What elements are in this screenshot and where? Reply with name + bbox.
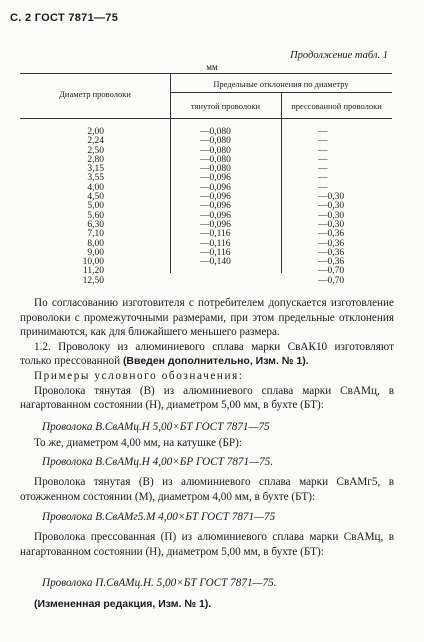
diameter-column [74,128,104,286]
tensioned-deviation-cell: —0,096 [200,219,231,230]
tensioned-deviation-cell: —0,116 [200,247,231,258]
diameter-cell: 5,00 [87,201,104,212]
diameter-cell: 3,55 [87,173,104,184]
pressed-deviation-cell: — [318,164,328,175]
tensioned-deviation-cell: —0,096 [200,173,231,184]
diameter-cell: 8,00 [87,238,104,249]
pressed-deviation-cell: —0,30 [318,192,345,203]
pressed-deviation-cell: — [318,145,328,156]
tensioned-deviation-cell: —0,080 [200,164,231,175]
diameter-cell: 5,60 [87,210,104,221]
header-deviation-group: Предельные отклонения по диаметру [213,79,349,89]
pressed-deviation-cell: —0,36 [318,247,345,258]
pressed-deviation-cell: —0,30 [318,210,345,221]
diameter-cell: 2,24 [87,136,104,147]
designation-example-3: Проволока В.СвАМг5.М 4,00×БТ ГОСТ 7871—75 [42,511,276,523]
body-block-4 [20,530,394,559]
header-pressed: прессованной проволоки [291,101,382,111]
tensioned-deviation-cell: —0,080 [200,145,231,156]
examples-heading: Примеры условного обозначения: [34,369,244,382]
pressed-deviation-column [318,128,358,286]
page-header: С. 2 ГОСТ 7871—75 [10,12,119,24]
diameter-cell: 12,50 [82,275,104,286]
table-top-rule [20,73,392,74]
diameter-cell: 3,15 [87,164,104,175]
body-block-3 [20,475,394,504]
paragraph-same-coil: То же, диаметром 4,00 мм, на катушке (БР): [34,437,242,449]
designation-example-4: Проволока П.СвАМц.Н. 5,00×БТ ГОСТ 7871—75. [42,577,277,589]
pressed-deviation-cell: —0,30 [318,219,345,230]
tensioned-deviation-cell: —0,096 [200,210,231,221]
tensioned-deviation-cell: —0,116 [200,229,231,240]
header-diameter: Диаметр проволоки [59,89,131,99]
table-unit: мм [206,62,218,72]
designation-example-2: Проволока В.СвАМц.Н 4,00×БР ГОСТ 7871—75. [42,456,274,468]
pressed-deviation-cell: —0,36 [318,257,345,268]
tensioned-deviation-cell: —0,096 [200,182,231,193]
tensioned-deviation-cell: —0,080 [200,136,231,147]
body-block-1 [20,296,394,413]
diameter-cell: 10,00 [82,257,104,268]
tensioned-deviation-cell: —0,080 [200,154,231,165]
pressed-deviation-cell: — [318,173,328,184]
tensioned-deviation-cell: —0,140 [200,257,231,268]
pressed-deviation-cell: —0,70 [318,266,345,277]
diameter-cell: 7,10 [87,229,104,240]
body-block-5 [20,597,394,612]
tensioned-deviation-cell: —0,116 [200,238,231,249]
amendment-note-revised: (Измененная редакция, Изм. № 1). [34,598,212,610]
pressed-deviation-cell: —0,70 [318,275,345,286]
diameter-cell: 9,00 [87,247,104,258]
table-continuation-label: Продолжение табл. 1 [290,50,388,61]
diameter-cell: 2,00 [87,127,104,137]
pressed-deviation-cell: —0,36 [318,238,345,249]
paragraph-example-3: Проволока тянутая (В) из алюминиевого сплава марки СвАМг5, в отожженном состоянии (М), диаметром 4,00 мм, в бухте (БТ): [20,476,394,503]
paragraph-clause-1-2 [20,340,394,369]
pressed-deviation-cell: — [318,154,328,165]
pressed-deviation-cell: — [318,127,328,137]
pressed-deviation-cell: —0,36 [318,229,345,240]
tensioned-deviation-cell [200,277,242,286]
tensioned-deviation-cell: —0,096 [200,192,231,203]
diameter-cell: 6,30 [87,219,104,230]
diameter-cell: 2,50 [87,145,104,156]
tensioned-deviation-cell [200,267,242,276]
tensioned-deviation-cell: —0,096 [200,201,231,212]
paragraph-example-1: Проволока тянутая (В) из алюминиевого сплава марки СвАМц, в нагартованном состоянии (Н), диаметром 5,00 мм, в бухте (БТ): [20,384,394,412]
pressed-deviation-cell: — [318,182,328,193]
pressed-deviation-cell: —0,30 [318,201,345,212]
table-col-divider-2 [281,92,282,273]
diameter-cell: 4,00 [87,182,104,193]
header-tensioned: тянутой проволоки [190,101,261,111]
diameter-cell: 4,50 [87,192,104,203]
diameter-cell: 11,20 [82,266,104,277]
clause-1-2-text: 1.2. Проволоку из алюминиевого сплава марки СвАК10 изготовляют только прессованной [20,340,394,368]
tensioned-deviation-cell: —0,080 [200,127,231,137]
table-header-bottom-rule [20,118,392,119]
pressed-deviation-cell: — [318,136,328,147]
paragraph-example-4: Проволока прессованная (П) из алюминиевого сплава марки СвАМц, в нагартованном состоянии (Н), диаметром 5,00 мм, в бухте (БТ): [20,531,394,558]
paragraph-intermediate-sizes: По согласованию изготовителя с потребителем допускается изготовление проволоки с промежуточными размерами, при этом предельные отклонения принимаются, как для ближайшего меньшего размера. [20,297,394,339]
body-block-2 [20,436,394,451]
diameter-cell: 2,80 [87,154,104,165]
tensioned-deviation-column [200,128,242,286]
designation-example-1: Проволока В.СвАМц.Н 5,00×БТ ГОСТ 7871—75 [42,421,270,433]
amendment-note-introduced: (Введен дополнительно, Изм. № 1). [122,355,309,368]
